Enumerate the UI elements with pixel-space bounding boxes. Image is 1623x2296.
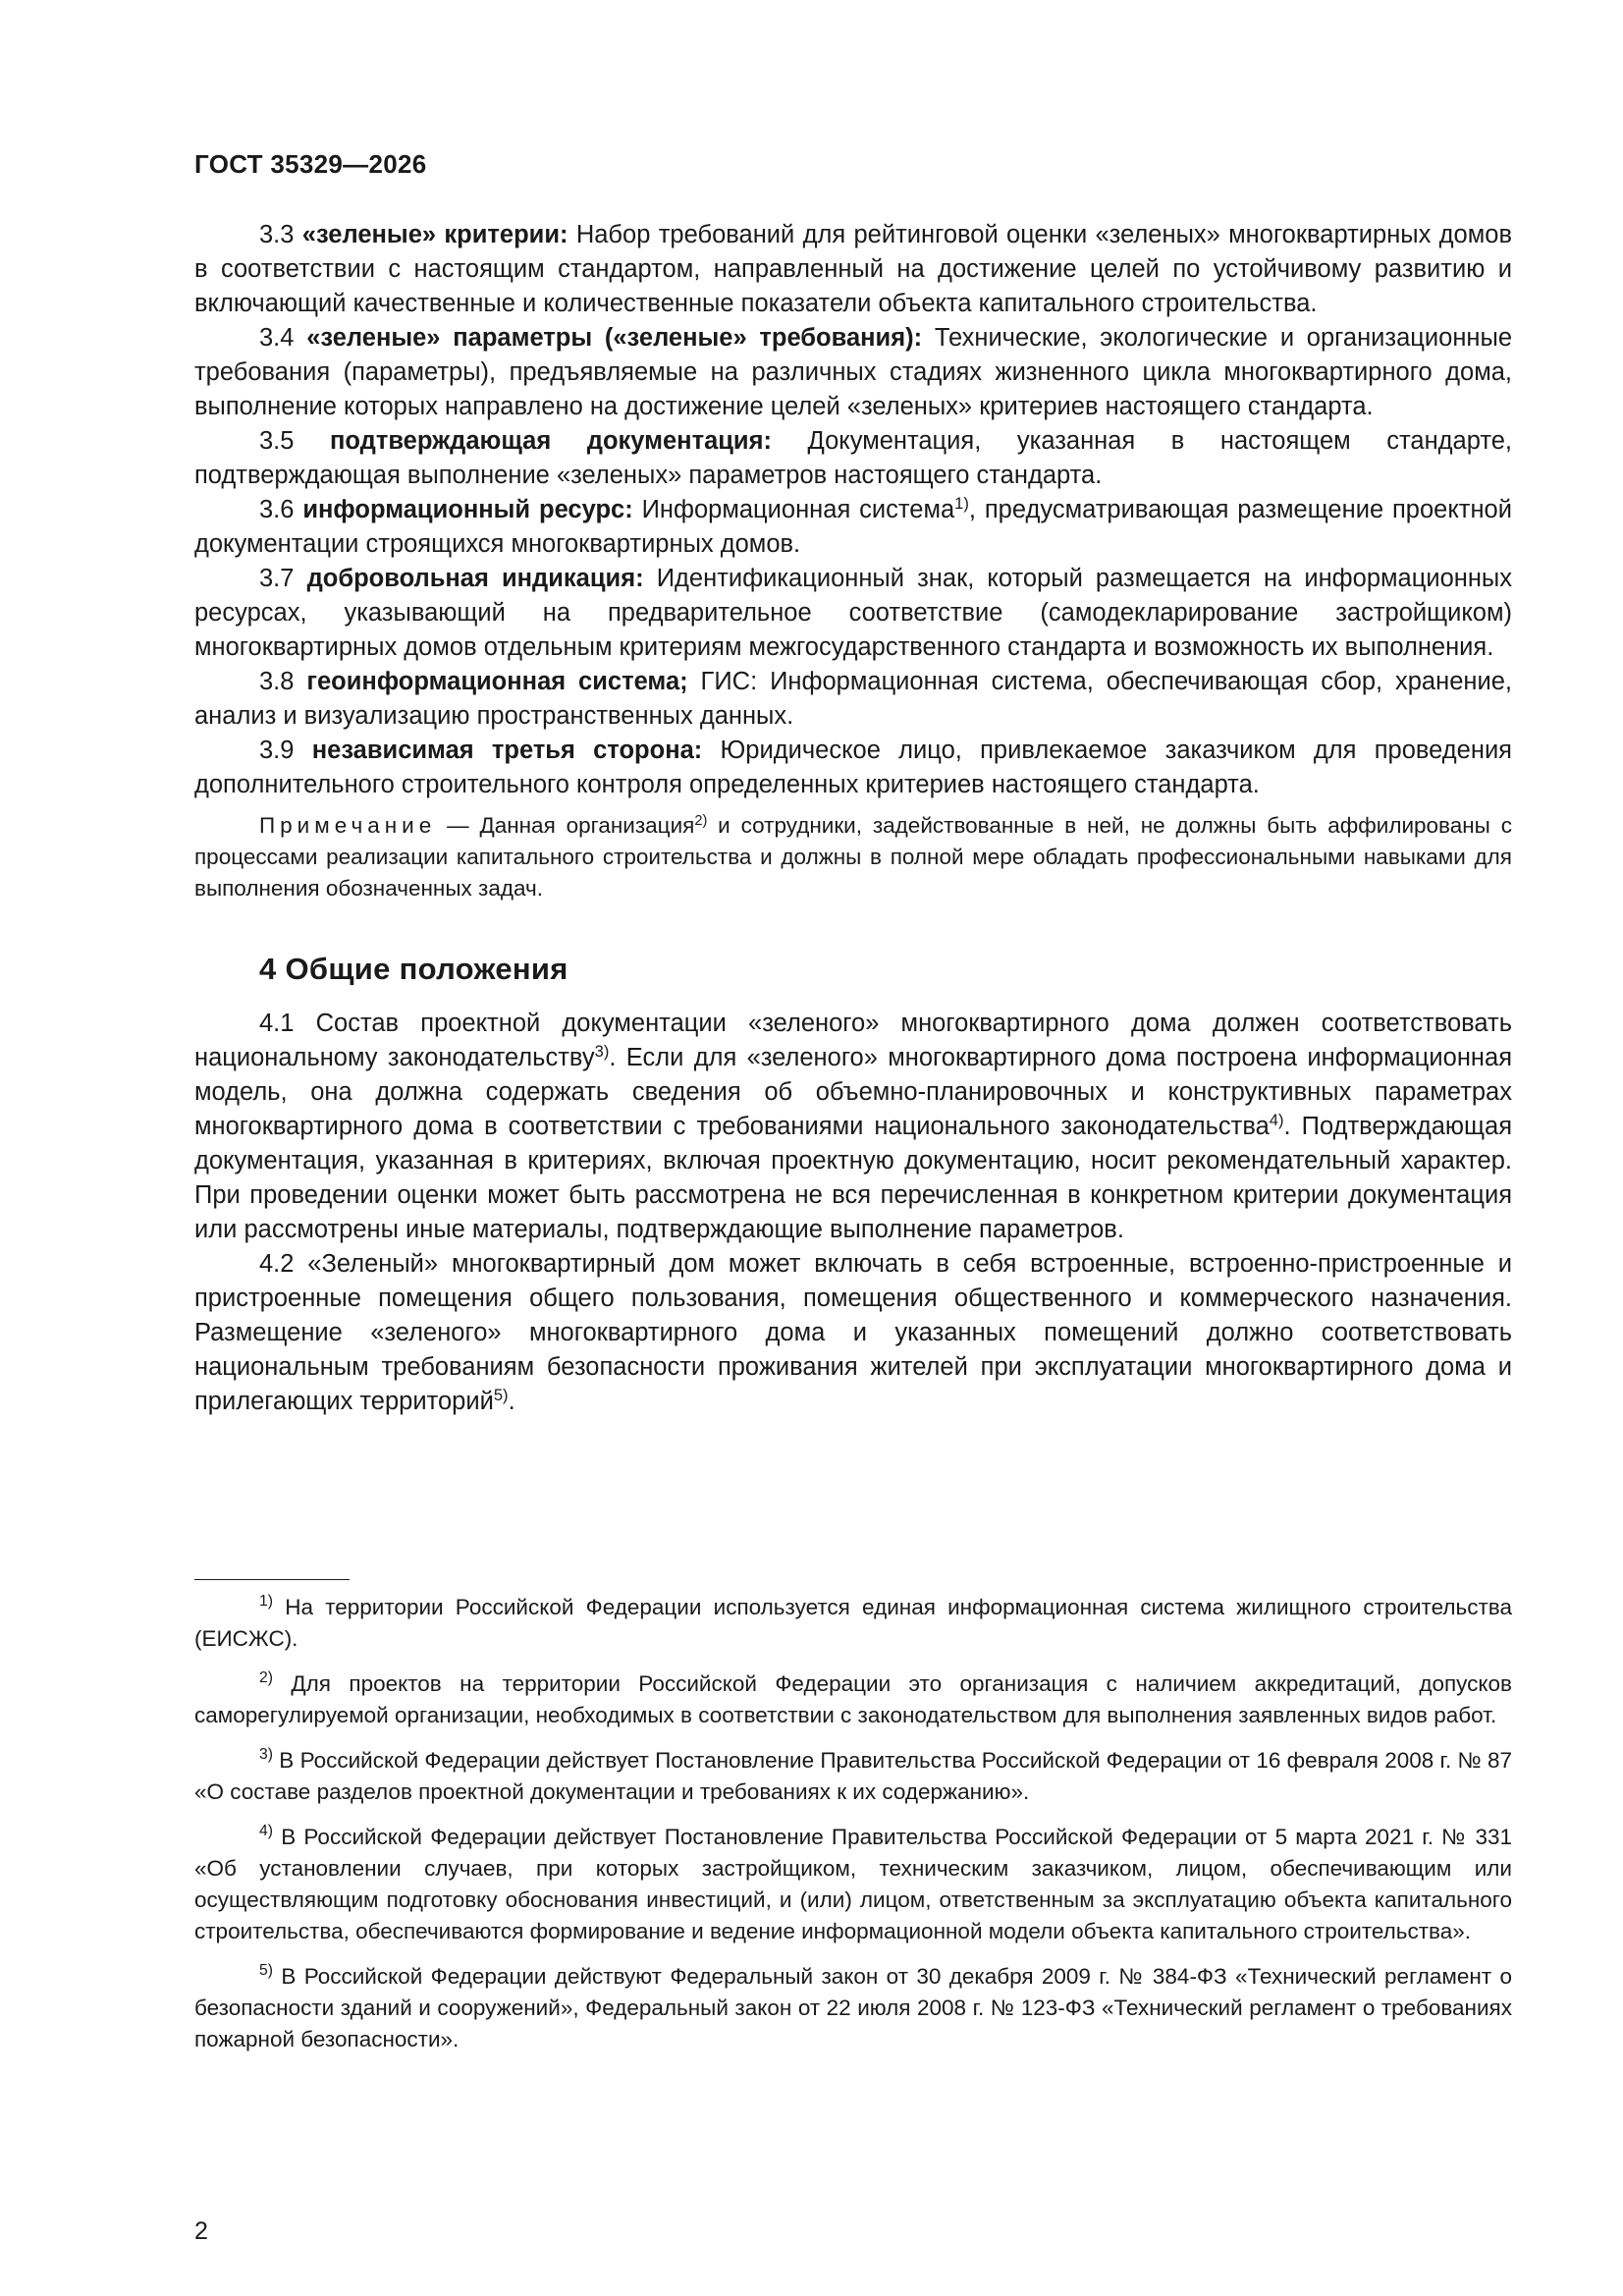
definition-term: «зеленые» параметры («зеленые» требования): — [306, 324, 923, 352]
definition-text: Идентификационный знак, который размещается на информационных ресурсах, указывающий на предварительное соответствие (самодекларирование застройщиком) многоквартирных домов отдельным критериям межгосударственного стандарта и возможность их выполнения. — [194, 565, 1513, 661]
definition-text-cont: , предусматривающая размещение проектной документации строящихся многоквартирных домов. — [194, 496, 1512, 558]
definition-3-4 — [194, 321, 1512, 424]
footnote-2 — [194, 1668, 1512, 1731]
clause-number: 3.8 — [259, 668, 295, 695]
footnote-ref-5[interactable]: 5) — [493, 1385, 509, 1404]
clause-text-cont: . Подтверждающая документация, указанная в критериях, включая проектную документацию, носит рекомендательный характер. При проведении оценки может быть рассмотрена не вся перечисленная в конкретном критерии документация или рассмотрены иные материалы, подтверждающие выполнение параметров. — [194, 1113, 1512, 1243]
clause-text: 4.2 «Зеленый» многоквартирный дом может включать в себя встроенные, встроенно-пристроенные и пристроенные помещения общего пользования, помещения общественного и коммерческого назначения. Размещение «зеленого» многоквартирного дома и указанных помещений должно соответствовать национальным требованиям безопасности проживания жителей при эксплуатации многоквартирного дома и прилегающих территорий — [194, 1250, 1512, 1415]
definition-text: Документация, указанная в настоящем стандарте, подтверждающая выполнение «зеленых» параметров настоящего стандарта. — [194, 427, 1512, 489]
definition-text: Технические, экологические и организационные требования (параметры), предъявляемые на различных стадиях жизненного цикла многоквартирного дома, выполнение которых направлено на достижение целей «зеленых» критериев настоящего стандарта. — [194, 324, 1512, 420]
footnote-ref-3[interactable]: 3) — [594, 1041, 610, 1061]
definition-term: добровольная индикация: — [306, 565, 644, 592]
clause-text: 4.1 Состав проектной документации «зеленого» многоквартирного дома должен соответствовать национальному законодательству — [194, 1010, 1512, 1071]
clause-text-cont: . Если для «зеленого» многоквартирного дома построена информационная модель, она должна содержать сведения об объемно-планировочных и конструктивных параметрах многоквартирного дома в соответствии с требованиями национального законодательства — [194, 1044, 1512, 1140]
footnote-divider — [194, 1579, 350, 1580]
definition-3-8 — [194, 665, 1512, 734]
definition-3-5 — [194, 424, 1512, 493]
section-heading: 4 Общие положения — [259, 952, 568, 986]
definition-term: «зеленые» критерии: — [301, 221, 568, 248]
clause-number: 3.3 — [259, 221, 295, 248]
clause-4-1 — [194, 1007, 1512, 1247]
footnote-5 — [194, 1961, 1512, 2055]
definition-3-6 — [194, 493, 1512, 562]
note-label: Примечание — [259, 813, 437, 838]
definition-3-9 — [194, 734, 1512, 802]
footnote-mark: 3) — [259, 1746, 274, 1764]
clause-4-2 — [194, 1247, 1512, 1419]
clause-text-cont: . — [508, 1388, 515, 1415]
clause-number: 3.5 — [259, 427, 295, 455]
footnote-mark: 4) — [259, 1823, 274, 1840]
note-dash: — — [436, 813, 480, 838]
footnotes — [194, 1579, 1512, 2069]
footnote-text: В Российской Федерации действует Постановление Правительства Российской Федерации от 5 марта 2021 г. № 331 «Об установлении случаев, при которых застройщиком, техническим заказчиком, лицом, обеспечивающим или осуществляющим подготовку обоснования инвестиций, и (или) лицом, ответственным за эксплуатацию объекта капитального строительства, обеспечиваются формирование и ведение информационной модели объекта капитального строительства». — [194, 1825, 1512, 1943]
definition-text: Юридическое лицо, привлекаемое заказчиком для проведения дополнительного строительного контроля определенных критериев настоящего стандарта. — [194, 737, 1512, 798]
definition-term: подтверждающая документация: — [330, 427, 772, 455]
footnote-text: В Российской Федерации действуют Федеральный закон от 30 декабря 2009 г. № 384-ФЗ «Технический регламент о безопасности зданий и сооружений», Федеральный закон от 22 июля 2008 г. № 123-ФЗ «Технический регламент о требованиях пожарной безопасности». — [194, 1964, 1512, 2051]
footnote-mark: 2) — [259, 1669, 274, 1687]
page-number: 2 — [194, 2217, 208, 2245]
clause-number: 3.4 — [259, 324, 295, 352]
clause-number: 3.9 — [259, 737, 295, 764]
definition-term: информационный ресурс: — [302, 496, 633, 523]
footnote-text: В Российской Федерации действует Постановление Правительства Российской Федерации от 16 февраля 2008 г. № 87 «О составе разделов проектной документации и требованиях к их содержанию». — [194, 1748, 1512, 1804]
note-text-cont: и сотрудники, задействованные в ней, не должны быть аффилированы с процессами реализации капитального строительства и должны в полной мере обладать профессиональными навыками для выполнения обозначенных задач. — [194, 813, 1512, 901]
footnote-ref-4[interactable]: 4) — [1269, 1110, 1284, 1129]
footnote-text: На территории Российской Федерации используется единая информационная система жилищного строительства (ЕИСЖС). — [194, 1595, 1512, 1651]
definition-text: ГИС: Информационная система, обеспечивающая сбор, хранение, анализ и визуализацию пространственных данных. — [194, 668, 1512, 730]
footnote-4 — [194, 1822, 1512, 1947]
footnote-text: Для проектов на территории Российской Федерации это организация с наличием аккредитаций, допусков саморегулируемой организации, необходимых в соответствии с законодательством для выполнения заявленных видов работ. — [194, 1671, 1512, 1727]
note — [194, 810, 1512, 904]
definition-text: Набор требований для рейтинговой оценки «зеленых» многоквартирных домов в соответствии с настоящим стандартом, направленный на достижение целей по устойчивому развитию и включающий качественные и количественные показатели объекта капитального строительства. — [194, 221, 1512, 317]
footnote-1 — [194, 1592, 1512, 1655]
document-code-header: ГОСТ 35329—2026 — [194, 149, 427, 179]
footnote-ref-2[interactable]: 2) — [694, 812, 708, 829]
definition-term: независимая третья сторона: — [311, 737, 703, 764]
document-body — [194, 218, 1512, 1419]
clause-number: 3.6 — [259, 496, 295, 523]
definition-text: Информационная система — [641, 496, 955, 523]
footnote-3 — [194, 1745, 1512, 1808]
clause-number: 3.7 — [259, 565, 295, 592]
footnote-mark: 1) — [259, 1593, 274, 1611]
definition-term: геоинформационная система; — [306, 668, 688, 695]
footnote-mark: 5) — [259, 1962, 274, 1980]
footnote-ref-1[interactable]: 1) — [954, 493, 969, 513]
definition-3-7 — [194, 562, 1512, 665]
note-text: Данная организация — [479, 813, 695, 838]
definition-3-3 — [194, 218, 1512, 321]
